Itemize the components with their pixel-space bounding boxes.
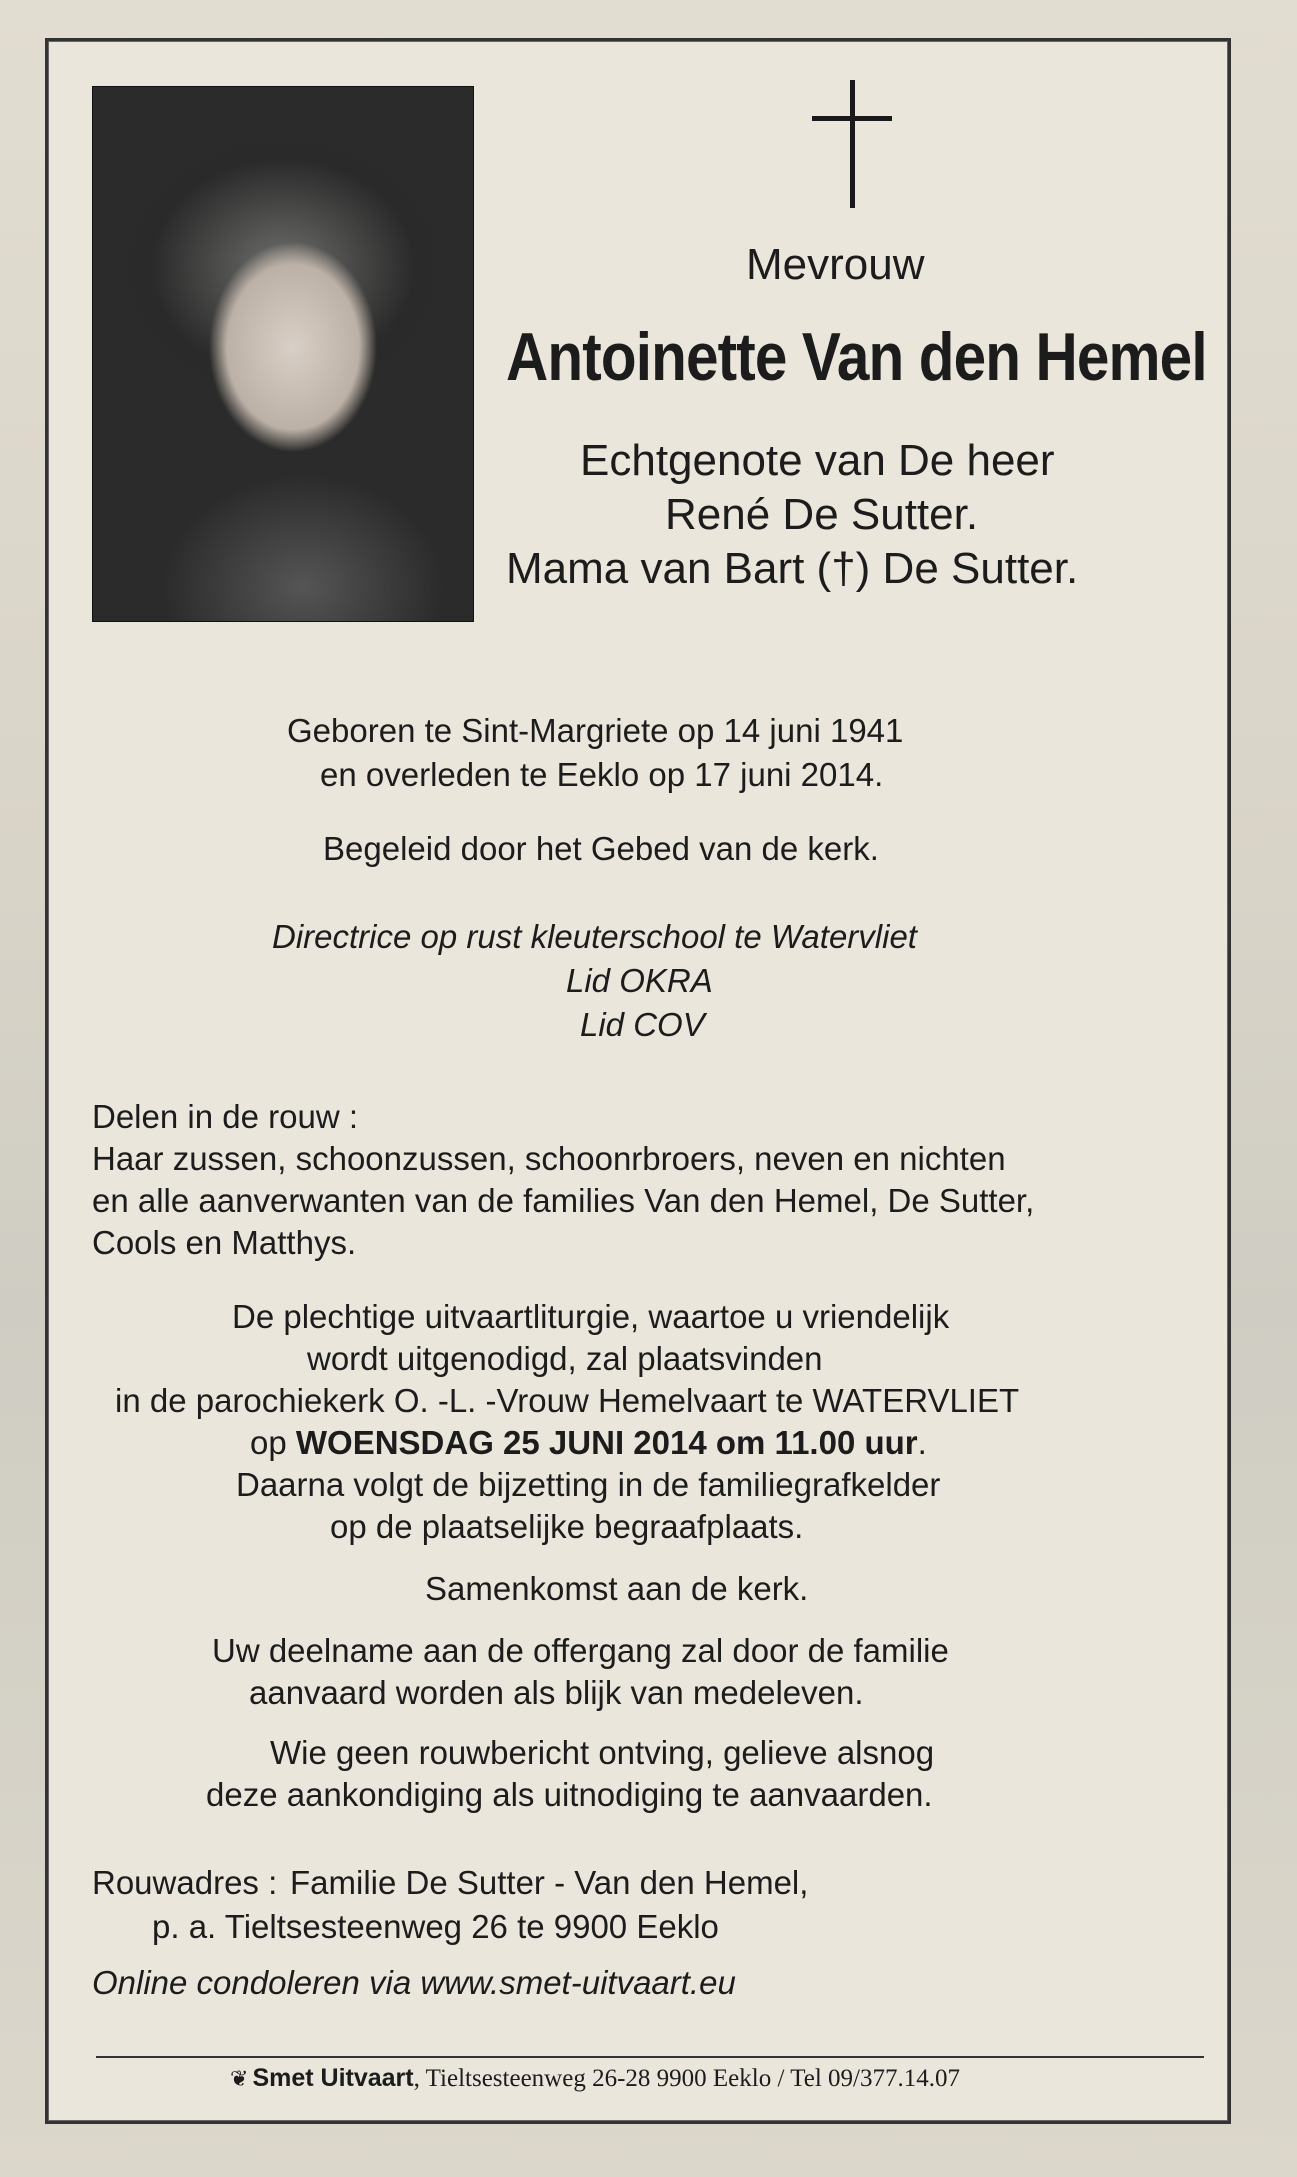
funeral-line-3: in de parochiekerk O. -L. -Vrouw Hemelvaart te WATERVLIET [115,1382,1020,1419]
funeral-date-suffix: . [917,1424,927,1461]
footer-divider [96,2056,1204,2058]
cross-icon [812,80,892,210]
relation-line-1: Echtgenote van De heer [580,436,1055,485]
relation-line-3: Mama van Bart (†) De Sutter. [506,544,1079,593]
role-line-2: Lid OKRA [566,962,713,999]
offering-line-2: aanvaard worden als blijk van medeleven. [249,1674,864,1711]
address-label: Rouwadres : [92,1864,278,1901]
funeral-home-name: Smet Uitvaart [252,2064,414,2092]
portrait-photo [92,86,474,622]
relation-line-2: René De Sutter. [665,490,979,539]
funeral-date: WOENSDAG 25 JUNI 2014 om 11.00 uur [295,1424,918,1461]
prayer-line: Begeleid door het Gebed van de kerk. [323,830,879,867]
birth-line: Geboren te Sint-Margriete op 14 juni 1941 [287,712,904,749]
deceased-name: Antoinette Van den Hemel [506,319,1207,395]
death-line: en overleden te Eeklo op 17 juni 2014. [320,756,884,793]
footer [230,2064,960,2093]
funeral-home-details: , Tieltsesteenweg 26-28 9900 Eeklo / Tel 09/377.14.07 [413,2065,960,2092]
role-line-1: Directrice op rust kleuterschool te Watervliet [272,918,917,955]
address-line-1: Familie De Sutter - Van den Hemel, [290,1864,809,1901]
offering-line-1: Uw deelname aan de offergang zal door de familie [212,1632,949,1669]
mourning-line-2: en alle aanverwanten van de families Van den Hemel, De Sutter, [92,1182,1035,1219]
funeral-line-4 [250,1422,927,1465]
role-line-3: Lid COV [580,1006,705,1043]
funeral-line-1: De plechtige uitvaartliturgie, waartoe u vriendelijk [232,1298,950,1335]
mourning-heading: Delen in de rouw : [92,1098,358,1135]
leaf-icon: ❦ [230,2066,249,2091]
online-condolence-link[interactable]: Online condoleren via www.smet-uitvaart.eu [92,1964,736,2001]
address-line-2: p. a. Tieltsesteenweg 26 te 9900 Eeklo [152,1908,719,1945]
notice-line-1: Wie geen rouwbericht ontving, gelieve alsnog [270,1734,935,1771]
funeral-date-prefix: op [250,1424,287,1461]
funeral-line-5: Daarna volgt de bijzetting in de familiegrafkelder [236,1466,941,1503]
honorific: Mevrouw [746,240,925,289]
funeral-line-6: op de plaatselijke begraafplaats. [330,1508,804,1545]
mourning-line-3: Cools en Matthys. [92,1224,357,1261]
gathering-line: Samenkomst aan de kerk. [425,1570,809,1607]
notice-line-2: deze aankondiging als uitnodiging te aanvaarden. [206,1776,933,1813]
mourning-line-1: Haar zussen, schoonzussen, schoonrbroers, neven en nichten [92,1140,1006,1177]
funeral-line-2: wordt uitgenodigd, zal plaatsvinden [307,1340,823,1377]
